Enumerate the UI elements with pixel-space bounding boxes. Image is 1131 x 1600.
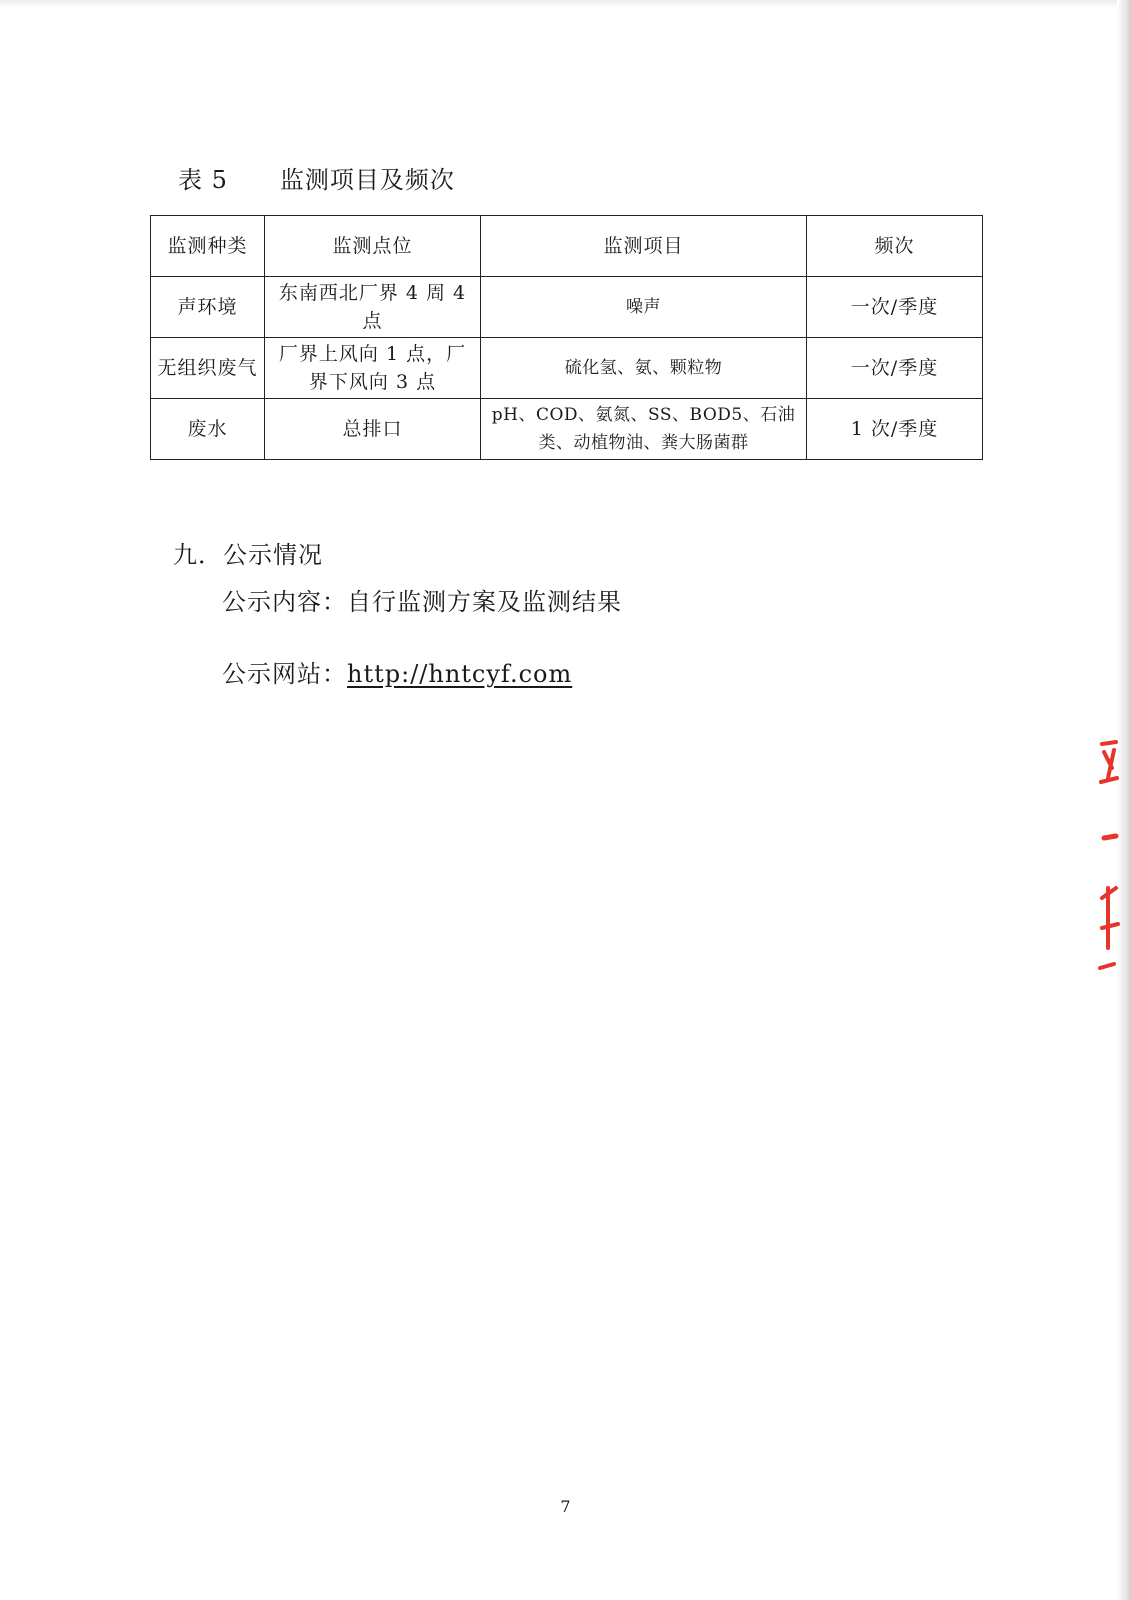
table-number: 表 5	[178, 166, 228, 194]
cell-location: 东南西北厂界 4 周 4 点	[265, 277, 481, 338]
table-header-row	[151, 216, 983, 277]
cell-items: 硫化氢、氨、颗粒物	[481, 338, 807, 399]
table-row	[151, 338, 983, 399]
header-cell-type: 监测种类	[151, 216, 265, 277]
cell-frequency: 1 次/季度	[807, 399, 983, 460]
disclosure-website	[222, 654, 572, 689]
website-link[interactable]: http://hntcyf.com	[347, 660, 573, 688]
cell-type: 废水	[151, 399, 265, 460]
cell-type: 无组织废气	[151, 338, 265, 399]
disclosure-content	[222, 582, 622, 617]
table-row	[151, 277, 983, 338]
disclosure-content-value: 自行监测方案及监测结果	[347, 588, 622, 616]
table-row	[151, 399, 983, 460]
cell-frequency: 一次/季度	[807, 338, 983, 399]
scan-top-shadow	[0, 0, 1131, 8]
cell-frequency: 一次/季度	[807, 277, 983, 338]
cell-location: 厂界上风向 1 点，厂界下风向 3 点	[265, 338, 481, 399]
cell-items: 噪声	[481, 277, 807, 338]
monitoring-table	[150, 215, 983, 460]
cell-type: 声环境	[151, 277, 265, 338]
header-cell-items: 监测项目	[481, 216, 807, 277]
table-title: 监测项目及频次	[279, 166, 455, 194]
table-caption	[178, 160, 455, 195]
disclosure-website-label: 公示网站：	[222, 660, 347, 688]
header-cell-location: 监测点位	[265, 216, 481, 277]
red-seal-stamp	[1098, 738, 1120, 978]
section-heading: 九．公示情况	[173, 541, 323, 569]
header-cell-frequency: 频次	[807, 216, 983, 277]
cell-location: 总排口	[265, 399, 481, 460]
page-number: 7	[560, 1497, 571, 1516]
disclosure-content-label: 公示内容：	[222, 588, 347, 616]
cell-items: pH、COD、氨氮、SS、BOD5、石油类、动植物油、粪大肠菌群	[481, 399, 807, 460]
